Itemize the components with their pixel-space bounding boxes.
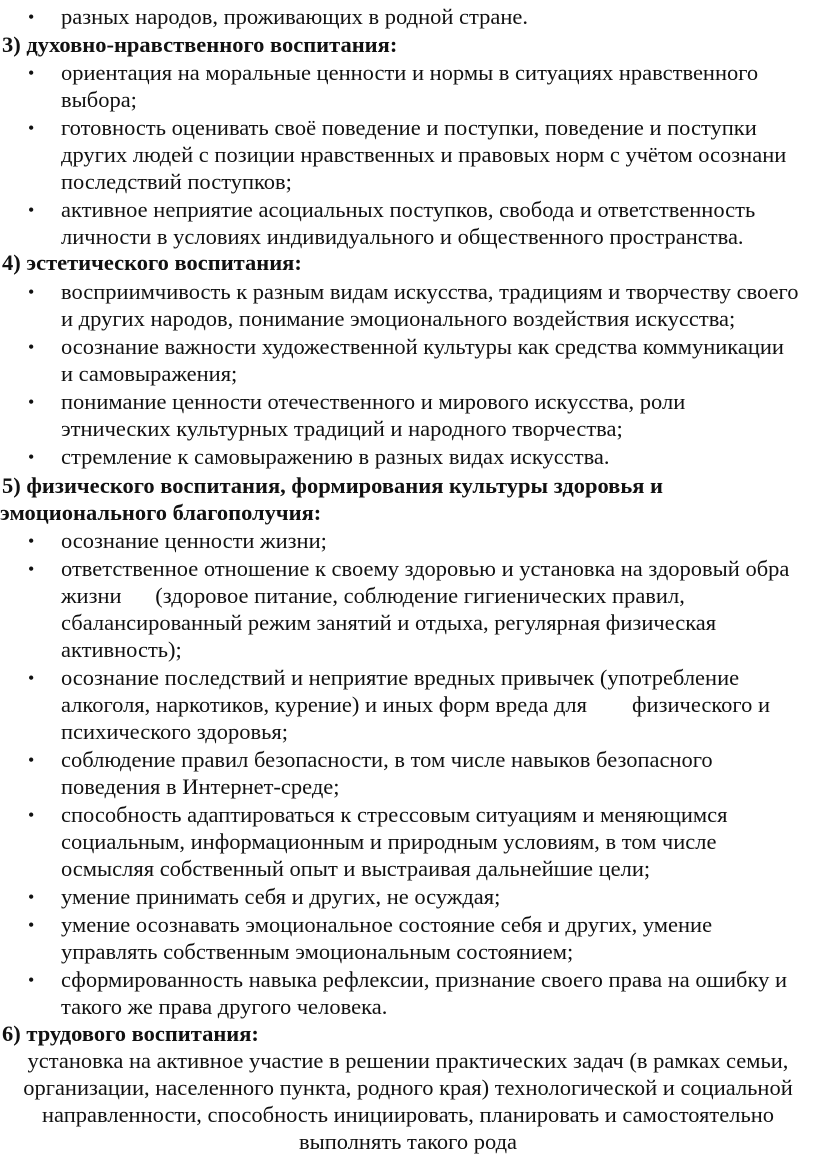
list-item-text: этнических культурных традиций и народного творчества; bbox=[61, 416, 623, 441]
list-item-text: социальным, информационным и природным условиям, в том числе bbox=[61, 829, 717, 854]
bullet-icon: • bbox=[28, 668, 35, 688]
bullet-icon: • bbox=[28, 7, 35, 27]
list-item-text: стремление к самовыражению в разных видах искусства. bbox=[61, 444, 610, 469]
list-item-text: поведения в Интернет-среде; bbox=[61, 774, 340, 799]
list-item-text: готовность оценивать своё поведение и поступки, поведение и поступки bbox=[61, 115, 757, 140]
list-item-text: понимание ценности отечественного и мирового искусства, роли bbox=[61, 389, 686, 414]
section-heading-continued: эмоционального благополучия: bbox=[0, 500, 322, 525]
paragraph-line: выполнять такого рода bbox=[298, 1129, 518, 1154]
list-item-text: осознание последствий и неприятие вредных привычек (употребление bbox=[61, 665, 740, 690]
list-item-text: личности в условиях индивидуального и общественного пространства. bbox=[61, 224, 744, 249]
section-heading: 6) трудового воспитания: bbox=[2, 1021, 259, 1046]
list-item-text: других людей с позиции нравственных и правовых норм с учётом осознани bbox=[61, 142, 787, 167]
bullet-icon: • bbox=[28, 337, 35, 357]
section-heading: 5) физического воспитания, формирования культуры здоровья и bbox=[2, 473, 663, 498]
list-item-text: и других народов, понимание эмоционального воздействия искусства; bbox=[61, 306, 736, 331]
list-item-text: восприимчивость к разным видам искусства, традициям и творчеству своего bbox=[61, 279, 799, 304]
bullet-icon: • bbox=[28, 531, 35, 551]
list-item-text: способность адаптироваться к стрессовым ситуациям и меняющимся bbox=[61, 802, 728, 827]
list-item-text: последствий поступков; bbox=[61, 169, 292, 194]
bullet-icon: • bbox=[28, 750, 35, 770]
list-item-text: осознание ценности жизни; bbox=[61, 528, 327, 553]
section-heading: 3) духовно-нравственного воспитания: bbox=[2, 32, 398, 57]
bullet-icon: • bbox=[28, 447, 35, 467]
list-item-text: осмысляя собственный опыт и выстраивая дальнейшие цели; bbox=[61, 856, 651, 881]
list-item-text: такого же права другого человека. bbox=[61, 994, 388, 1019]
list-item-text: осознание важности художественной культуры как средства коммуникации bbox=[61, 334, 784, 359]
bullet-icon: • bbox=[28, 915, 35, 935]
list-item-text: выбора; bbox=[61, 87, 137, 112]
list-item-text: и самовыражения; bbox=[61, 361, 238, 386]
section-heading: 4) эстетического воспитания: bbox=[2, 250, 302, 275]
list-item-text: жизни (здоровое питание, соблюдение гигиенических правил, bbox=[61, 583, 685, 608]
paragraph-line: организации, населенного пункта, родного края) технологической и социальной bbox=[23, 1075, 793, 1100]
bullet-icon: • bbox=[28, 970, 35, 990]
paragraph-line: направленности, способность инициировать, планировать и самостоятельно bbox=[42, 1102, 774, 1127]
list-item-text: ответственное отношение к своему здоровью и установка на здоровый обра bbox=[61, 556, 790, 581]
list-item-text: сбалансированный режим занятий и отдыха, регулярная физическая bbox=[61, 610, 717, 635]
bullet-icon: • bbox=[28, 282, 35, 302]
list-item-text: сформированность навыка рефлексии, признание своего права на ошибку и bbox=[61, 967, 788, 992]
list-item-text: психического здоровья; bbox=[61, 719, 288, 744]
list-item-text: соблюдение правил безопасности, в том числе навыков безопасного bbox=[61, 747, 713, 772]
list-item-text: управлять собственным эмоциональным состоянием; bbox=[61, 939, 574, 964]
bullet-icon: • bbox=[28, 392, 35, 412]
bullet-icon: • bbox=[28, 200, 35, 220]
paragraph-line: установка на активное участие в решении практических задач (в рамках семьи, bbox=[27, 1048, 789, 1073]
list-item-text: умение принимать себя и других, не осуждая; bbox=[61, 884, 501, 909]
list-item-text: разных народов, проживающих в родной стране. bbox=[61, 4, 529, 29]
list-item-text: алкоголя, наркотиков, курение) и иных форм вреда для физического и bbox=[61, 692, 771, 717]
bullet-icon: • bbox=[28, 887, 35, 907]
bullet-icon: • bbox=[28, 63, 35, 83]
list-item-text: активность); bbox=[61, 637, 182, 662]
list-item-text: активное неприятие асоциальных поступков, свобода и ответственность bbox=[61, 197, 756, 222]
list-item-text: умение осознавать эмоциональное состояние себя и других, умение bbox=[61, 912, 713, 937]
bullet-icon: • bbox=[28, 559, 35, 579]
bullet-icon: • bbox=[28, 118, 35, 138]
list-item-text: ориентация на моральные ценности и нормы в ситуациях нравственного bbox=[61, 60, 759, 85]
bullet-icon: • bbox=[28, 805, 35, 825]
